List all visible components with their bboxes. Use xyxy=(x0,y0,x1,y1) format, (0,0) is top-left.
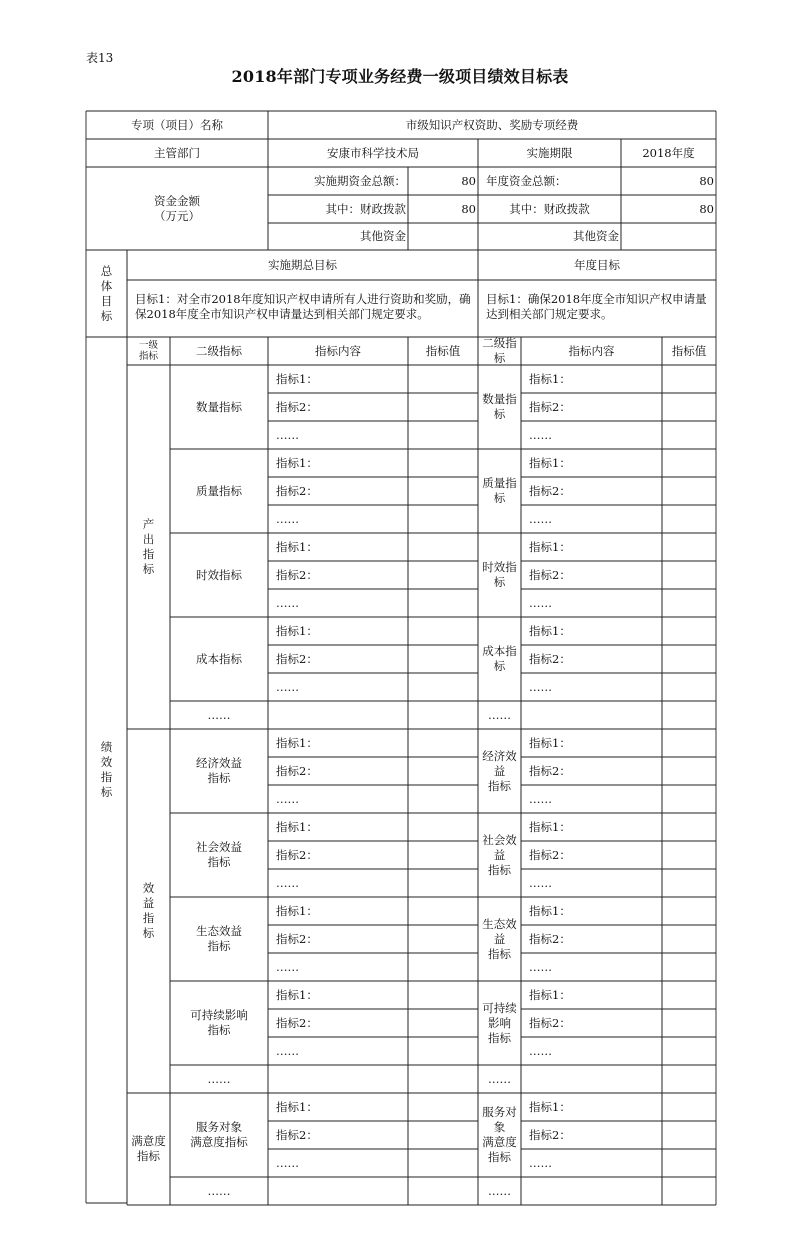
annual-total-label-text: 年度资金总额： xyxy=(486,173,567,188)
indicator-value-left xyxy=(408,981,478,1009)
indicator-content-left-text: …… xyxy=(276,511,299,526)
indicator-value-right xyxy=(662,561,716,589)
indicator-content-right xyxy=(521,897,662,925)
level1-indicator-text: 满意度 指标 xyxy=(131,1134,166,1163)
level2-indicator-right xyxy=(478,365,521,449)
period-goal-header xyxy=(127,250,478,280)
indicator-content-left-text: …… xyxy=(276,791,299,806)
level2-indicator-right xyxy=(478,729,521,813)
more-content-left xyxy=(268,701,408,729)
period-fiscal-label-text: 其中：财政拨款 xyxy=(325,201,406,216)
header-content-text: 指标内容 xyxy=(315,343,361,358)
more-row-right xyxy=(478,1177,521,1205)
annual-fiscal-value-text: 80 xyxy=(699,201,714,216)
indicator-content-left xyxy=(268,505,408,533)
indicator-content-left-text: 指标1： xyxy=(276,1099,318,1114)
dept-label xyxy=(86,139,268,167)
more-value-left xyxy=(408,701,478,729)
header-level1 xyxy=(127,337,170,365)
indicator-value-left xyxy=(408,1149,478,1177)
header-content xyxy=(268,337,408,365)
indicator-content-left-text: 指标2： xyxy=(276,763,318,778)
indicator-content-right xyxy=(521,393,662,421)
indicator-content-left xyxy=(268,897,408,925)
more-row-left xyxy=(170,701,268,729)
period-goal-text xyxy=(127,280,478,337)
indicator-value-left xyxy=(408,925,478,953)
indicator-content-right xyxy=(521,869,662,897)
indicator-value-left xyxy=(408,533,478,561)
header-level1-text: 一级 指标 xyxy=(138,340,158,362)
indicator-content-right xyxy=(521,449,662,477)
level2-indicator-right xyxy=(478,981,521,1065)
indicator-content-left-text: 指标1： xyxy=(276,623,318,638)
indicator-content-left-text: …… xyxy=(276,679,299,694)
indicator-content-left-text: 指标2： xyxy=(276,1015,318,1030)
period-fiscal-value xyxy=(408,195,478,223)
period-other-label-text: 其他资金 xyxy=(360,229,406,243)
indicator-content-left xyxy=(268,1037,408,1065)
indicator-content-left xyxy=(268,953,408,981)
level2-indicator-right xyxy=(478,813,521,897)
more-content-right xyxy=(521,1065,662,1093)
indicator-content-left xyxy=(268,981,408,1009)
indicator-content-left-text: 指标1： xyxy=(276,819,318,834)
indicator-content-left xyxy=(268,925,408,953)
level2-indicator-left xyxy=(170,729,268,813)
indicator-value-left xyxy=(408,785,478,813)
indicator-content-right-text: 指标2： xyxy=(529,931,571,946)
indicator-value-right xyxy=(662,1037,716,1065)
level2-indicator-right-text: 数量指 标 xyxy=(482,392,517,421)
annual-fiscal-label xyxy=(478,195,621,223)
period-total-label xyxy=(268,167,408,195)
period-value xyxy=(621,139,716,167)
indicator-content-right-text: 指标2： xyxy=(529,1015,571,1030)
indicator-content-right xyxy=(521,533,662,561)
period-label-text: 实施期限 xyxy=(526,145,573,160)
indicator-value-left xyxy=(408,421,478,449)
indicator-value-right xyxy=(662,673,716,701)
annual-goal-header xyxy=(478,250,716,280)
indicator-content-right-text: …… xyxy=(529,595,552,610)
indicator-content-right xyxy=(521,1009,662,1037)
level2-indicator-left xyxy=(170,813,268,897)
period-goal-text-text: 目标1：对全市2018年度知识产权申请所有人进行资助和奖励，确保2018年度全市知识产权申请量达到相关部门规定要求。 xyxy=(135,292,471,321)
more-content-right xyxy=(521,1177,662,1205)
indicator-value-left xyxy=(408,1093,478,1121)
performance-label-text: 绩 效 指 标 xyxy=(100,740,113,799)
level2-indicator-right-text: 生态效 益 指标 xyxy=(482,916,517,961)
level2-indicator-right-text: 社会效 益 指标 xyxy=(482,832,517,877)
indicator-content-left xyxy=(268,785,408,813)
indicator-value-left xyxy=(408,393,478,421)
indicator-content-left xyxy=(268,869,408,897)
indicator-value-left xyxy=(408,589,478,617)
dept-label-text: 主管部门 xyxy=(154,145,200,160)
more-row-right xyxy=(478,701,521,729)
header-value-right-text: 指标值 xyxy=(671,343,707,358)
indicator-content-right xyxy=(521,1121,662,1149)
level2-indicator-left xyxy=(170,449,268,533)
level2-indicator-right-text: 质量指 标 xyxy=(482,476,517,505)
indicator-content-left xyxy=(268,393,408,421)
indicator-value-left xyxy=(408,869,478,897)
indicator-value-left xyxy=(408,953,478,981)
indicator-content-right-text: 指标2： xyxy=(529,763,571,778)
indicator-value-right xyxy=(662,729,716,757)
indicator-content-right xyxy=(521,981,662,1009)
indicator-content-right xyxy=(521,673,662,701)
indicator-content-left-text: 指标2： xyxy=(276,1127,318,1142)
indicator-value-left xyxy=(408,617,478,645)
indicator-value-left xyxy=(408,757,478,785)
indicator-content-right xyxy=(521,421,662,449)
more-content-left xyxy=(268,1177,408,1205)
indicator-content-right-text: …… xyxy=(529,427,552,442)
indicator-content-left-text: …… xyxy=(276,875,299,890)
more-row-right xyxy=(478,1065,521,1093)
annual-fiscal-value xyxy=(621,195,716,223)
indicator-content-left xyxy=(268,421,408,449)
level2-indicator-left-text: 时效指标 xyxy=(196,567,242,582)
indicator-content-left-text: 指标1： xyxy=(276,903,318,918)
indicator-value-right xyxy=(662,505,716,533)
period-label xyxy=(478,139,621,167)
indicator-value-left xyxy=(408,729,478,757)
indicator-content-left xyxy=(268,365,408,393)
more-row-left-text: …… xyxy=(207,1183,231,1198)
indicator-value-right xyxy=(662,533,716,561)
indicator-content-right-text: 指标1： xyxy=(529,819,571,834)
level1-indicator xyxy=(127,1093,170,1205)
indicator-content-right xyxy=(521,1037,662,1065)
indicator-value-right xyxy=(662,393,716,421)
funds-label-text: 资金金额 （万元） xyxy=(154,193,200,223)
indicator-content-left xyxy=(268,477,408,505)
indicator-content-right-text: 指标1： xyxy=(529,987,571,1002)
overall-goal-label xyxy=(86,250,127,337)
indicator-content-right xyxy=(521,589,662,617)
level2-indicator-right-text: 可持续 影响 指标 xyxy=(482,1000,517,1045)
annual-total-label xyxy=(478,167,621,195)
indicator-value-right xyxy=(662,421,716,449)
indicator-value-left xyxy=(408,841,478,869)
indicator-content-left xyxy=(268,1149,408,1177)
more-value-left xyxy=(408,1065,478,1093)
indicator-content-left-text: 指标2： xyxy=(276,567,318,582)
indicator-value-right xyxy=(662,1009,716,1037)
indicator-value-left xyxy=(408,505,478,533)
header-value-right xyxy=(662,337,716,365)
level2-indicator-left xyxy=(170,617,268,701)
level1-indicator-text: 产 出 指 标 xyxy=(142,517,155,576)
more-row-right-text: …… xyxy=(488,707,511,722)
indicator-content-right xyxy=(521,925,662,953)
indicator-content-right-text: 指标2： xyxy=(529,399,571,414)
indicator-content-left xyxy=(268,617,408,645)
indicator-content-left xyxy=(268,561,408,589)
indicator-content-right-text: …… xyxy=(529,875,552,890)
indicator-content-right xyxy=(521,757,662,785)
indicator-value-right xyxy=(662,1093,716,1121)
dept-value xyxy=(268,139,478,167)
indicator-content-left-text: 指标1： xyxy=(276,371,318,386)
indicator-content-right-text: 指标1： xyxy=(529,623,571,638)
indicator-content-right-text: …… xyxy=(529,791,552,806)
indicator-value-right xyxy=(662,617,716,645)
more-content-right xyxy=(521,701,662,729)
indicator-content-right xyxy=(521,365,662,393)
indicator-value-left xyxy=(408,897,478,925)
funds-label xyxy=(86,167,268,250)
indicator-content-right-text: 指标1： xyxy=(529,903,571,918)
level1-indicator xyxy=(127,729,170,1093)
indicator-value-left xyxy=(408,1009,478,1037)
more-row-left xyxy=(170,1177,268,1205)
more-row-left-text: …… xyxy=(207,1071,231,1086)
indicator-value-right xyxy=(662,477,716,505)
period-total-value-text: 80 xyxy=(461,173,476,188)
level2-indicator-left-text: 可持续影响 指标 xyxy=(190,1008,248,1037)
project-name-value xyxy=(268,111,716,139)
indicator-content-right xyxy=(521,813,662,841)
more-row-right-text: …… xyxy=(488,1183,511,1198)
level2-indicator-left-text: 社会效益 指标 xyxy=(196,840,242,869)
indicator-value-left xyxy=(408,813,478,841)
indicator-content-left-text: 指标1： xyxy=(276,735,318,750)
indicator-value-right xyxy=(662,869,716,897)
indicator-value-left xyxy=(408,449,478,477)
more-row-left xyxy=(170,1065,268,1093)
indicator-value-right xyxy=(662,953,716,981)
annual-goal-text xyxy=(478,280,716,337)
annual-other-value xyxy=(621,223,716,250)
indicator-content-right-text: …… xyxy=(529,959,552,974)
indicator-content-left xyxy=(268,533,408,561)
header-value xyxy=(408,337,478,365)
project-name-label-text: 专项（项目）名称 xyxy=(131,117,223,132)
indicator-content-left xyxy=(268,841,408,869)
header-level2-right-text: 二级指 标 xyxy=(482,337,517,365)
header-content-right xyxy=(521,337,662,365)
indicator-content-right-text: 指标1： xyxy=(529,455,571,470)
annual-other-label xyxy=(478,223,621,250)
more-row-right-text: …… xyxy=(488,1071,511,1086)
level2-indicator-left-text: 数量指标 xyxy=(196,399,242,414)
header-content-right-text: 指标内容 xyxy=(568,343,615,358)
dept-value-text: 安康市科学技术局 xyxy=(327,145,419,160)
project-name-value-text: 市级知识产权资助、奖励专项经费 xyxy=(405,117,579,132)
level2-indicator-right xyxy=(478,533,521,617)
level2-indicator-right-text: 经济效 益 指标 xyxy=(482,748,517,793)
level2-indicator-right-text: 服务对 象 满意度 指标 xyxy=(482,1105,517,1164)
indicator-content-left-text: 指标2： xyxy=(276,651,318,666)
level1-indicator-text: 效 益 指 标 xyxy=(142,881,155,940)
indicator-content-left-text: …… xyxy=(276,1155,299,1170)
indicator-value-left xyxy=(408,645,478,673)
annual-total-value-text: 80 xyxy=(699,173,714,188)
indicator-content-right xyxy=(521,505,662,533)
indicator-content-right xyxy=(521,1149,662,1177)
indicator-content-left xyxy=(268,673,408,701)
indicator-value-right xyxy=(662,897,716,925)
indicator-value-right xyxy=(662,813,716,841)
indicator-value-left xyxy=(408,561,478,589)
period-total-label-text: 实施期资金总额： xyxy=(314,173,406,188)
period-other-value xyxy=(408,223,478,250)
indicator-content-left xyxy=(268,589,408,617)
indicator-value-right xyxy=(662,1149,716,1177)
indicator-content-left xyxy=(268,1121,408,1149)
indicator-value-right xyxy=(662,981,716,1009)
indicator-content-left-text: 指标2： xyxy=(276,483,318,498)
indicator-content-right-text: …… xyxy=(529,511,552,526)
header-value-text: 指标值 xyxy=(425,343,461,358)
level2-indicator-right-text: 成本指 标 xyxy=(482,644,517,673)
header-level2 xyxy=(170,337,268,365)
indicator-content-left-text: 指标1： xyxy=(276,987,318,1002)
indicator-value-right xyxy=(662,841,716,869)
indicator-content-left xyxy=(268,729,408,757)
indicator-content-left xyxy=(268,813,408,841)
indicator-content-left-text: …… xyxy=(276,959,299,974)
indicator-value-left xyxy=(408,1037,478,1065)
level2-indicator-right xyxy=(478,897,521,981)
indicator-content-right-text: …… xyxy=(529,1155,552,1170)
indicator-content-right-text: 指标2： xyxy=(529,483,571,498)
indicator-content-right xyxy=(521,561,662,589)
indicator-content-right-text: 指标2： xyxy=(529,847,571,862)
indicator-content-right xyxy=(521,785,662,813)
period-total-value xyxy=(408,167,478,195)
indicator-content-left-text: 指标1： xyxy=(276,539,318,554)
more-content-left xyxy=(268,1065,408,1093)
indicator-value-right xyxy=(662,449,716,477)
indicator-value-left xyxy=(408,1121,478,1149)
level2-indicator-left xyxy=(170,897,268,981)
indicator-content-right-text: 指标2： xyxy=(529,567,571,582)
header-level2-right xyxy=(478,337,521,365)
more-value-left xyxy=(408,1177,478,1205)
level2-indicator-right xyxy=(478,1093,521,1177)
indicator-content-right-text: 指标1： xyxy=(529,1099,571,1114)
indicator-value-right xyxy=(662,589,716,617)
indicator-content-right xyxy=(521,1093,662,1121)
period-value-text: 2018年度 xyxy=(642,145,695,160)
indicator-content-left xyxy=(268,1009,408,1037)
period-goal-header-text: 实施期总目标 xyxy=(268,257,337,272)
period-other-label xyxy=(268,223,408,250)
level2-indicator-right-text: 时效指 标 xyxy=(482,560,517,589)
indicator-content-right xyxy=(521,645,662,673)
indicator-value-right xyxy=(662,785,716,813)
header-level2-text: 二级指标 xyxy=(196,343,242,358)
period-fiscal-label xyxy=(268,195,408,223)
level2-indicator-left xyxy=(170,365,268,449)
level2-indicator-left-text: 成本指标 xyxy=(196,651,242,666)
indicator-content-left xyxy=(268,645,408,673)
indicator-value-right xyxy=(662,365,716,393)
project-name-label xyxy=(86,111,268,139)
level2-indicator-left xyxy=(170,1093,268,1177)
more-row-left-text: …… xyxy=(207,707,231,722)
annual-other-label-text: 其他资金 xyxy=(573,229,619,243)
level2-indicator-left-text: 质量指标 xyxy=(196,483,242,498)
annual-goal-header-text: 年度目标 xyxy=(574,257,620,272)
indicator-value-left xyxy=(408,365,478,393)
indicator-content-left-text: 指标2： xyxy=(276,847,318,862)
level2-indicator-left-text: 经济效益 指标 xyxy=(196,756,242,785)
indicator-content-right xyxy=(521,729,662,757)
indicator-value-left xyxy=(408,673,478,701)
indicator-content-left-text: 指标1： xyxy=(276,455,318,470)
indicator-content-left-text: …… xyxy=(276,427,299,442)
indicator-content-left xyxy=(268,1093,408,1121)
table-number: 表13 xyxy=(86,51,114,65)
more-value-right xyxy=(662,701,716,729)
more-value-right xyxy=(662,1177,716,1205)
more-value-right xyxy=(662,1065,716,1093)
indicator-value-left xyxy=(408,477,478,505)
level2-indicator-left xyxy=(170,533,268,617)
indicator-content-right-text: 指标2： xyxy=(529,1127,571,1142)
level2-indicator-left-text: 服务对象 满意度指标 xyxy=(190,1120,248,1149)
indicator-content-left xyxy=(268,757,408,785)
indicator-content-left xyxy=(268,449,408,477)
indicator-content-right xyxy=(521,841,662,869)
indicator-content-left-text: …… xyxy=(276,1043,299,1058)
indicator-content-left-text: 指标2： xyxy=(276,399,318,414)
indicator-value-right xyxy=(662,925,716,953)
overall-goal-label-text: 总 体 目 标 xyxy=(100,263,113,323)
period-fiscal-value-text: 80 xyxy=(461,201,476,216)
indicator-value-right xyxy=(662,1121,716,1149)
indicator-content-right xyxy=(521,953,662,981)
level2-indicator-left xyxy=(170,981,268,1065)
indicator-value-right xyxy=(662,645,716,673)
annual-fiscal-label-text: 其中：财政拨款 xyxy=(509,201,590,216)
level2-indicator-left-text: 生态效益 指标 xyxy=(196,924,242,953)
indicator-content-right-text: 指标1： xyxy=(529,539,571,554)
level1-indicator xyxy=(127,365,170,729)
indicator-content-right-text: …… xyxy=(529,679,552,694)
level2-indicator-right xyxy=(478,449,521,533)
annual-goal-text-text: 目标1：确保2018年度全市知识产权申请量达到相关部门规定要求。 xyxy=(486,292,707,321)
indicator-content-left-text: …… xyxy=(276,595,299,610)
indicator-content-right xyxy=(521,617,662,645)
page-title: 2018年部门专项业务经费一级项目绩效目标表 xyxy=(231,67,569,86)
annual-total-value xyxy=(621,167,716,195)
performance-label xyxy=(86,337,127,1203)
indicator-content-right-text: …… xyxy=(529,1043,552,1058)
indicator-content-left-text: 指标2： xyxy=(276,931,318,946)
indicator-content-right-text: 指标2： xyxy=(529,651,571,666)
indicator-content-right-text: 指标1： xyxy=(529,735,571,750)
level2-indicator-right xyxy=(478,617,521,701)
indicator-value-right xyxy=(662,757,716,785)
indicator-content-right-text: 指标1： xyxy=(529,371,571,386)
indicator-content-right xyxy=(521,477,662,505)
